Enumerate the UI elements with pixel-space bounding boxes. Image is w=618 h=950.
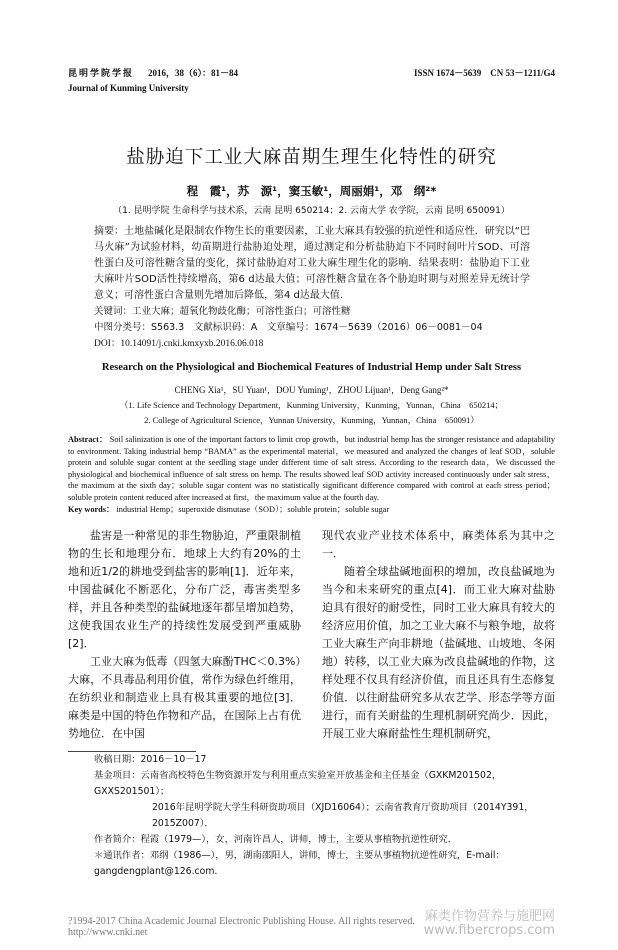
- doi: DOI：10.14091/j.cnki.kmxyxb.2016.06.018: [94, 339, 264, 349]
- watermark-line-1: 麻类作物营养与施肥网: [424, 909, 555, 925]
- footnote-fund-1: 基金项目：云南省高校特色生物资源开发与利用重点实验室开放基金和主任基金（GXKM201502，GXXS201501）；: [94, 770, 502, 798]
- journal-name-en: Journal of Kunming University: [68, 83, 189, 93]
- affiliation-en-1: （1. Life Science and Technology Department，Kunming University，Kunming，Yunnan，China 650214；: [119, 400, 504, 410]
- body-paragraph: 随着全球盐碱地面积的增加，改良盐碱地为当今和未来研究的重点[4]．而工业大麻对盐胁迫具有很好的耐受性，同时工业大麻具有较大的经济应用价值，加之工业大麻不与粮争地，故将工业大麻生产向非耕地（盐碱地、山坡地、冬闲地）转移，以工业大麻为改良盐碱地的作物，这样处理不仅具有经济价值，而且还具有生态修复价值．以往耐盐研究多从农艺学、形态学等方面进行，而有关耐盐的生理机制研究尚少．因此，开展工业大麻耐盐性生理机制研究，: [322, 565, 555, 741]
- keywords-en-label: Key words：: [68, 504, 115, 514]
- copyright-footer: ?1994-2017 China Academic Journal Electronic Publishing House. All rights reserved. http://www.cnki.net: [68, 916, 425, 939]
- authors-cn: 程 霞¹，苏 源¹，窦玉敏¹，周丽娟¹，邓 纲²*: [186, 184, 437, 198]
- title-en: Research on the Physiological and Biochemical Features of Industrial Hemp under Salt Stress: [101, 362, 522, 373]
- journal-name-cn: 昆明学院学报: [68, 69, 135, 79]
- abstract-en-text: Soil salinization is one of the important factors to limit crop growth，but industrial hemp has the stronger resistance and adaptability to environment. Taking industrial hemp “BAMA” as the experimental material，we measured and analyzed the changes of leaf SOD，soluble protein and soluble sugar content at the seedling stage under different time of salt stress. According to the research data，We discussed the physiological and biochemical influence of salt stress on hemp. The results showed leaf SOD activity increased continuously under salt stress，the maximum at the sixth day；soluble sugar content was no statistically significant difference compared with control at each stress period；soluble protein content reduced after increased at first，the maximum value at the fourth day.: [68, 435, 556, 502]
- body-paragraph: 工业大麻为低毒（四氢大麻酚THC＜0.3%）大麻，不具毒品利用价值，常作为绿色纤维用，在纺织业和制造业上具有极其重要的地位[3]．麻类是中国的特色作物和产品，在国际上占有优势地位．在中国: [68, 655, 301, 741]
- body-left-column: [68, 527, 301, 743]
- page-bottom: [68, 910, 555, 938]
- watermark: [424, 910, 555, 938]
- page-title: 盐胁迫下工业大麻苗期生理生化特性的研究: [126, 147, 497, 168]
- body-columns: [68, 527, 555, 743]
- footnote-corresponding: ＊通讯作者：邓纲（1986—），男，湖南邵阳人，讲师，博士，主要从事植物抗逆性研究，E-mail：gangdengplant@126.com.: [94, 850, 505, 878]
- abstract-en: [68, 434, 555, 515]
- authors-en: CHENG Xia¹，SU Yuan¹，DOU Yuming¹，ZHOU Lijuan¹，Deng Gang²*: [174, 385, 449, 395]
- volume-info: 2016，38（6）：81－84: [148, 68, 239, 78]
- footnotes: [68, 752, 555, 880]
- abstract-block-cn: [94, 224, 530, 352]
- body-paragraph: 现代农业产业技术体系中，麻类体系为其中之一．: [322, 529, 555, 561]
- watermark-line-2: www.fibercrops.com: [423, 923, 555, 939]
- keywords-en: industrial Hemp；superoxide dismutase（SOD）；soluble protein；soluble sugar: [116, 504, 390, 514]
- keywords-cn: 关键词：工业大麻；超氧化物歧化酶；可溶性蛋白；可溶性糖: [94, 306, 351, 317]
- running-header: [68, 66, 555, 79]
- classification: 中图分类号：S563.3 文献标识码：A 文章编号：1674－5639（2016）06－0081－04: [94, 322, 483, 333]
- footnote-fund-2: 2016年昆明学院大学生科研资助项目（XJD16064）；云南省教育厅资助项目（2014Y391，2015Z007）．: [152, 802, 534, 830]
- footnote-received: 收稿日期：2016－10－17: [94, 754, 207, 766]
- body-paragraph: 盐害是一种常见的非生物胁迫，严重限制植物的生长和地理分布．地球上大约有20%的土地和近1/2的耕地受到盐害的影响[1]．近年来，中国盐碱化不断恶化，分布广泛，毒害类型多样，并且各种类型的盐碱地逐年都呈增加趋势，这使我国农业生产的持续性发展受到严重威胁[2]．: [68, 529, 301, 651]
- body-right-column: [322, 527, 555, 743]
- affiliation-en-2: 2. College of Agricultural Science，Yunnan University，Kunming，Yunnan，China 650091）: [144, 415, 479, 425]
- abstract-cn: 摘要：土地盐碱化是限制农作物生长的重要因素，工业大麻具有较强的抗逆性和适应性．研究以“巴马火麻”为试验材料，幼苗期进行盐胁迫处理，通过测定和分析盐胁迫下不同时间叶片SOD、可溶性蛋白及可溶性糖含量的变化，探讨盐胁迫对工业大麻生理生化的影响．结果表明：盐胁迫下工业大麻叶片SOD活性持续增高，第6 d达最大值；可溶性糖含量在各个胁迫时期与对照差异无统计学意义；可溶性蛋白含量则先增加后降低，第4 d达最大值．: [94, 226, 530, 301]
- footnote-author: 作者简介：程霞（1979—），女，河南许昌人，讲师，博士，主要从事植物抗逆性研究．: [94, 834, 457, 846]
- abstract-en-label: Abstract：: [68, 435, 108, 444]
- affiliation-cn: （1. 昆明学院 生命科学与技术系，云南 昆明 650214；2. 云南大学 农学院，云南 昆明 650091）: [113, 206, 510, 216]
- issn: ISSN 1674－5639 CN 53－1211/G4: [413, 68, 555, 78]
